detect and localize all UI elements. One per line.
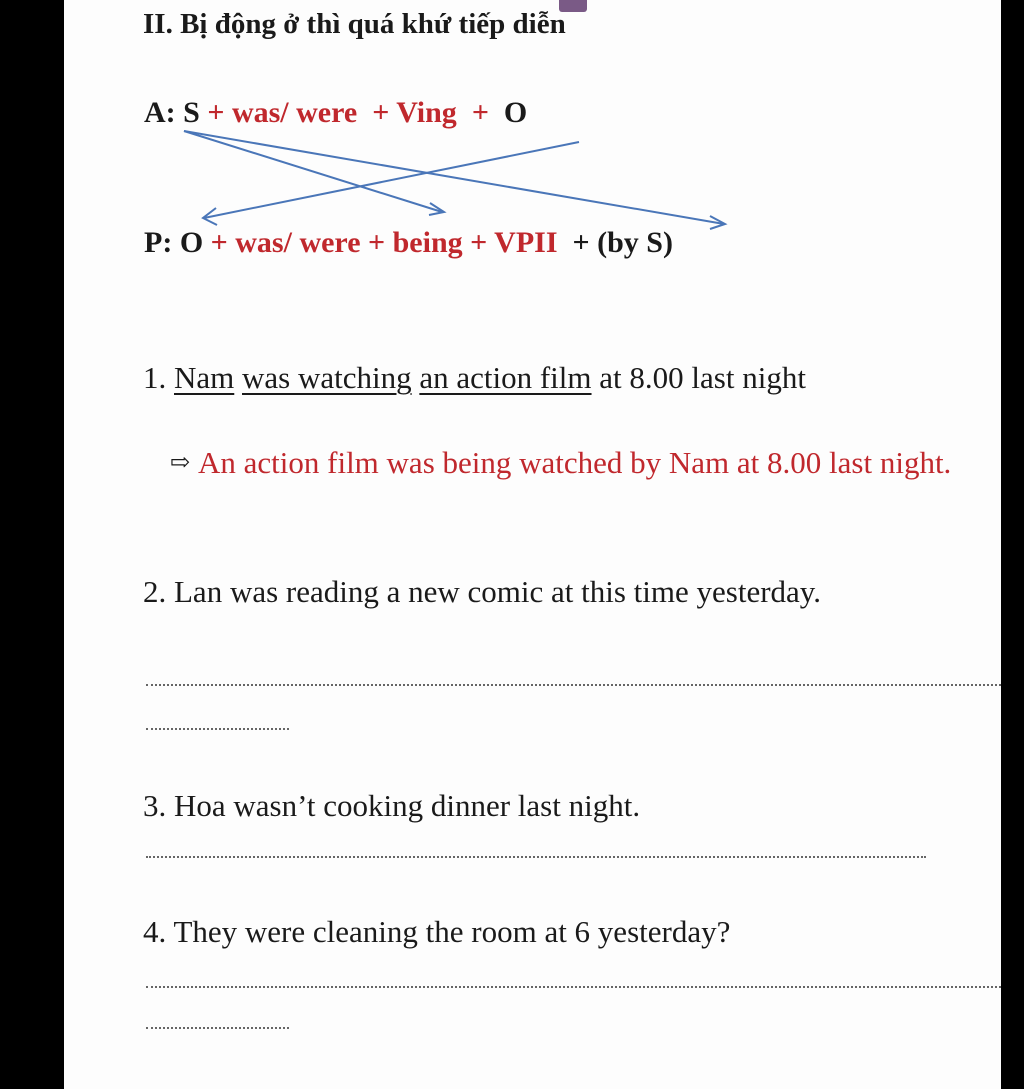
- answer-line-2a[interactable]: [146, 684, 1001, 686]
- passive-by-s: + (by S): [572, 226, 673, 259]
- exercise-2-number: 2.: [143, 574, 167, 609]
- exercise-3-text: Hoa wasn’t cooking dinner last night.: [174, 788, 641, 823]
- answer-line-2b[interactable]: [146, 728, 289, 730]
- passive-formula: [144, 226, 673, 260]
- exercise-1-rest: at 8.00 last night: [599, 360, 806, 395]
- exercise-1-number: 1.: [143, 360, 167, 395]
- exercise-4: [143, 914, 730, 950]
- exercise-2-text: Lan was reading a new comic at this time yesterday.: [174, 574, 822, 609]
- exercise-2: [143, 574, 821, 610]
- exercise-4-text: They were cleaning the room at 6 yesterday?: [173, 914, 731, 949]
- section-title: II. Bị động ở thì quá khứ tiếp diễn: [143, 8, 566, 40]
- passive-object: O: [179, 226, 204, 259]
- exercise-1: [143, 360, 806, 396]
- passive-label: P:: [144, 226, 173, 259]
- exercise-3-number: 3.: [143, 788, 167, 823]
- exercise-3: [143, 788, 640, 824]
- answer-arrow-icon: ⇨: [170, 450, 191, 476]
- exercise-1-answer: An action film was being watched by Nam at 8.00 last night.: [198, 445, 952, 480]
- active-ving: + Ving: [372, 96, 457, 129]
- active-was-were: + was/ were: [207, 96, 358, 129]
- transformation-arrows: [64, 0, 1001, 260]
- arrow-s-to-bys-long: [184, 131, 724, 224]
- active-plus: +: [471, 96, 489, 129]
- active-subject: S: [183, 96, 200, 129]
- worksheet-page: [64, 0, 1001, 1089]
- passive-verb-part: + was/ were + being + VPII: [210, 226, 558, 259]
- exercise-1-object: an action film: [419, 360, 592, 395]
- exercise-4-number: 4.: [143, 914, 167, 949]
- answer-line-3[interactable]: [146, 856, 926, 858]
- exercise-1-verb: was watching: [242, 360, 412, 395]
- exercise-1-subject: Nam: [174, 360, 235, 395]
- arrow-o-to-o: [204, 142, 579, 218]
- answer-line-4b[interactable]: [146, 1027, 289, 1029]
- active-object: O: [503, 96, 528, 129]
- answer-line-4a[interactable]: [146, 986, 1001, 988]
- arrow-s-to-bys: [184, 131, 442, 212]
- active-label: A:: [144, 96, 176, 129]
